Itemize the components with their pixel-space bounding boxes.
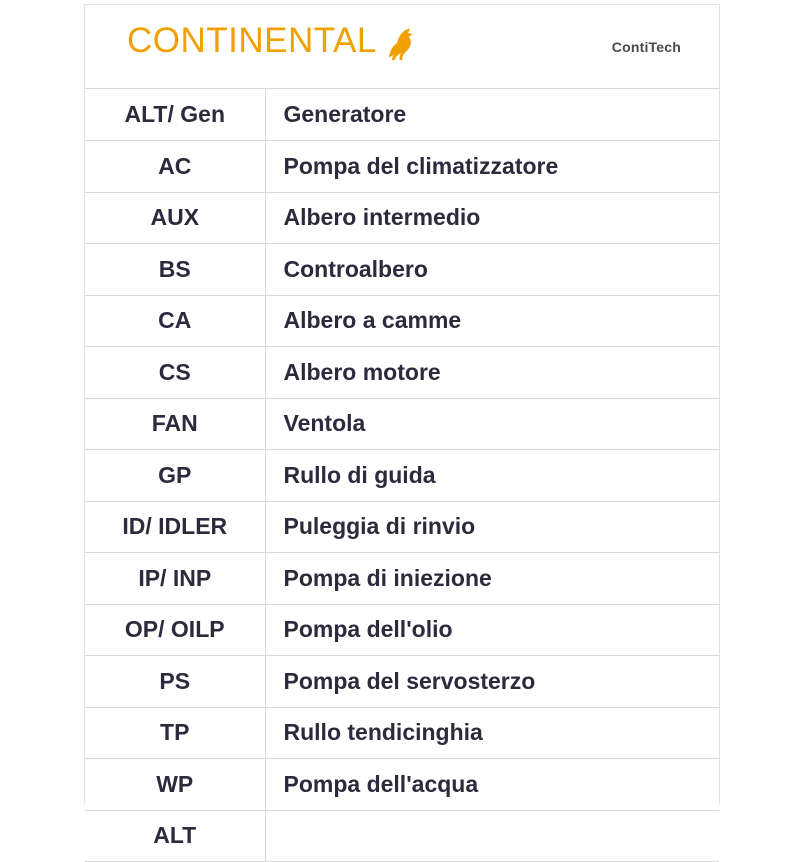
row-code: ID/ IDLER	[85, 501, 265, 553]
table-row	[85, 707, 719, 759]
row-code: CS	[85, 347, 265, 399]
row-code: ALT/ Gen	[85, 89, 265, 141]
row-description: Rullo tendicinghia	[265, 707, 719, 759]
row-code: IP/ INP	[85, 553, 265, 605]
row-code: ALT	[85, 810, 265, 862]
row-description: Pompa del climatizzatore	[265, 141, 719, 193]
table-row	[85, 295, 719, 347]
table-row	[85, 604, 719, 656]
row-code: AUX	[85, 192, 265, 244]
table-row	[85, 810, 719, 862]
row-description: Pompa di iniezione	[265, 553, 719, 605]
row-code: WP	[85, 759, 265, 811]
abbreviation-table	[85, 89, 719, 862]
row-code: FAN	[85, 398, 265, 450]
horse-icon	[381, 24, 421, 69]
continental-wordmark: CONTINENTAL	[127, 21, 377, 60]
row-description: Puleggia di rinvio	[265, 501, 719, 553]
row-description: Albero intermedio	[265, 192, 719, 244]
table-row	[85, 553, 719, 605]
row-code: BS	[85, 244, 265, 296]
row-description: Controalbero	[265, 244, 719, 296]
row-code: OP/ OILP	[85, 604, 265, 656]
table-row	[85, 759, 719, 811]
table-row	[85, 244, 719, 296]
row-description: Pompa dell'olio	[265, 604, 719, 656]
row-code: AC	[85, 141, 265, 193]
row-code: GP	[85, 450, 265, 502]
continental-logo	[127, 22, 421, 69]
table-row	[85, 192, 719, 244]
row-description	[265, 810, 719, 862]
row-code: CA	[85, 295, 265, 347]
row-description: Ventola	[265, 398, 719, 450]
row-code: TP	[85, 707, 265, 759]
row-description: Albero a camme	[265, 295, 719, 347]
contitech-sub-brand: ContiTech	[611, 39, 681, 55]
table-body	[85, 89, 719, 862]
table-row	[85, 501, 719, 553]
row-description: Rullo di guida	[265, 450, 719, 502]
row-description: Generatore	[265, 89, 719, 141]
table-row	[85, 141, 719, 193]
table-row	[85, 89, 719, 141]
table-row	[85, 347, 719, 399]
row-code: PS	[85, 656, 265, 708]
row-description: Pompa del servosterzo	[265, 656, 719, 708]
table-row	[85, 450, 719, 502]
brand-header	[85, 5, 719, 89]
row-description: Pompa dell'acqua	[265, 759, 719, 811]
legend-card	[84, 4, 720, 849]
row-description: Albero motore	[265, 347, 719, 399]
table-row	[85, 656, 719, 708]
table-row	[85, 398, 719, 450]
